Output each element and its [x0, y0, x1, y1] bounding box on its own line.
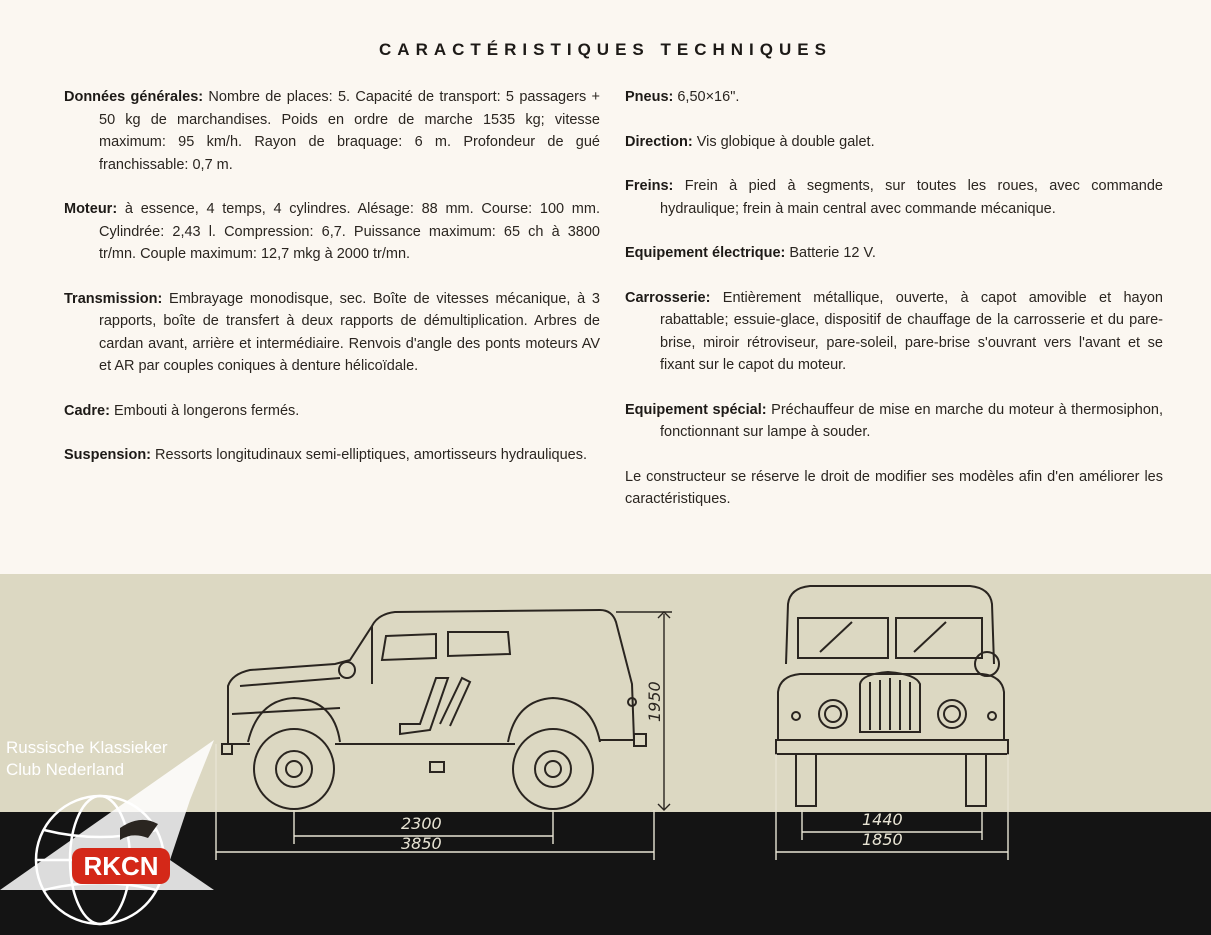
- spec-general: [64, 86, 600, 176]
- spec-text: Embrayage monodisque, sec. Boîte de vitesses mécanique, à 3 rapports, boîte de transfert à deux rapports de démultiplication. Arbres de cardan avant, arrière et intermédiaire. Renvois d'angle des ponts moteurs AV et AR par couples coniques à denture hélicoïdale.: [99, 290, 600, 374]
- front-view-drawing: [776, 586, 1008, 806]
- spec-frame: [64, 400, 600, 423]
- watermark-line-1: Russische Klassieker: [6, 738, 168, 757]
- spec-label: Données générales:: [64, 89, 204, 105]
- spec-text: Ressorts longitudinaux semi-elliptiques, amortisseurs hydrauliques.: [151, 447, 588, 463]
- specs-right-column: [625, 86, 1163, 511]
- spec-special: [625, 399, 1163, 444]
- spec-label: Equipement électrique:: [625, 245, 786, 261]
- spec-label: Equipement spécial:: [625, 401, 767, 418]
- wheelbase-dimension-label: 2300: [401, 814, 442, 833]
- watermark-line-2: Club Nederland: [6, 760, 125, 779]
- spec-body: [625, 287, 1163, 377]
- spec-label: Freins:: [625, 178, 674, 194]
- spec-brakes: [625, 175, 1163, 220]
- spec-label: Transmission:: [64, 290, 163, 307]
- spec-tyres: [625, 86, 1163, 109]
- spec-label: Pneus:: [625, 89, 674, 105]
- spec-text: Nombre de places: 5. Capacité de transport: 5 passagers + 50 kg de marchandises. Poids en ordre de marche 1535 kg; vitesse maximum: 95 km/h. Rayon de braquage: 6 m. Profondeur de gué franchissable: 0,7 m.: [99, 89, 600, 173]
- spec-text: Préchauffeur de mise en marche du moteur à thermosiphon, fonctionnant sur lampe à souder.: [660, 401, 1163, 440]
- width-dimension-label: 1850: [862, 830, 903, 849]
- length-dimension-label: 3850: [401, 834, 442, 853]
- spec-label: Carrosserie:: [625, 289, 711, 306]
- spec-label: Suspension:: [64, 447, 152, 463]
- height-dimension-label: 1950: [645, 681, 664, 722]
- spec-engine: [64, 198, 600, 266]
- spec-text: Frein à pied à segments, sur toutes les roues, avec commande hydraulique; frein à main central avec commande mécanique.: [660, 178, 1163, 217]
- side-view-drawing: [222, 610, 646, 754]
- specs-left-column: [64, 86, 600, 489]
- spec-text: 6,50×16".: [673, 89, 740, 105]
- spec-suspension: [64, 444, 600, 467]
- spec-transmission: [64, 288, 600, 378]
- spec-text: Entièrement métallique, ouverte, à capot amovible et hayon rabattable; essuie-glace, dispositif de chauffage de la carrosserie et du pare-brise, miroir rétroviseur, pare-soleil, pare-brise s'ouvrant vers l'avant et se fixant sur le capot du moteur.: [660, 289, 1163, 373]
- spec-steering: [625, 131, 1163, 154]
- spec-label: Moteur:: [64, 201, 118, 217]
- rkcn-badge: RKCN: [72, 848, 170, 884]
- page-title: CARACTÉRISTIQUES TECHNIQUES: [379, 40, 832, 59]
- spec-text: à essence, 4 temps, 4 cylindres. Alésage: 88 mm. Course: 100 mm. Cylindrée: 2,43 l. Compression: 6,7. Puissance maximum: 65 ch à 3800 tr/mn. Couple maximum: 12,7 mkg à 2000 tr/mn.: [99, 201, 600, 262]
- side-view-wheels: [254, 729, 593, 809]
- spec-text: Vis globique à double galet.: [692, 133, 875, 150]
- spec-label: Direction:: [625, 133, 693, 150]
- spec-label: Cadre:: [64, 402, 110, 419]
- spec-electrical: [625, 242, 1163, 265]
- track-dimension-label: 1440: [862, 810, 903, 829]
- manufacturer-note: Le constructeur se réserve le droit de modifier ses modèles afin d'en améliorer les caractéristiques.: [625, 468, 1163, 507]
- spec-text: Batterie 12 V.: [785, 245, 876, 261]
- spec-text: Embouti à longerons fermés.: [109, 402, 300, 419]
